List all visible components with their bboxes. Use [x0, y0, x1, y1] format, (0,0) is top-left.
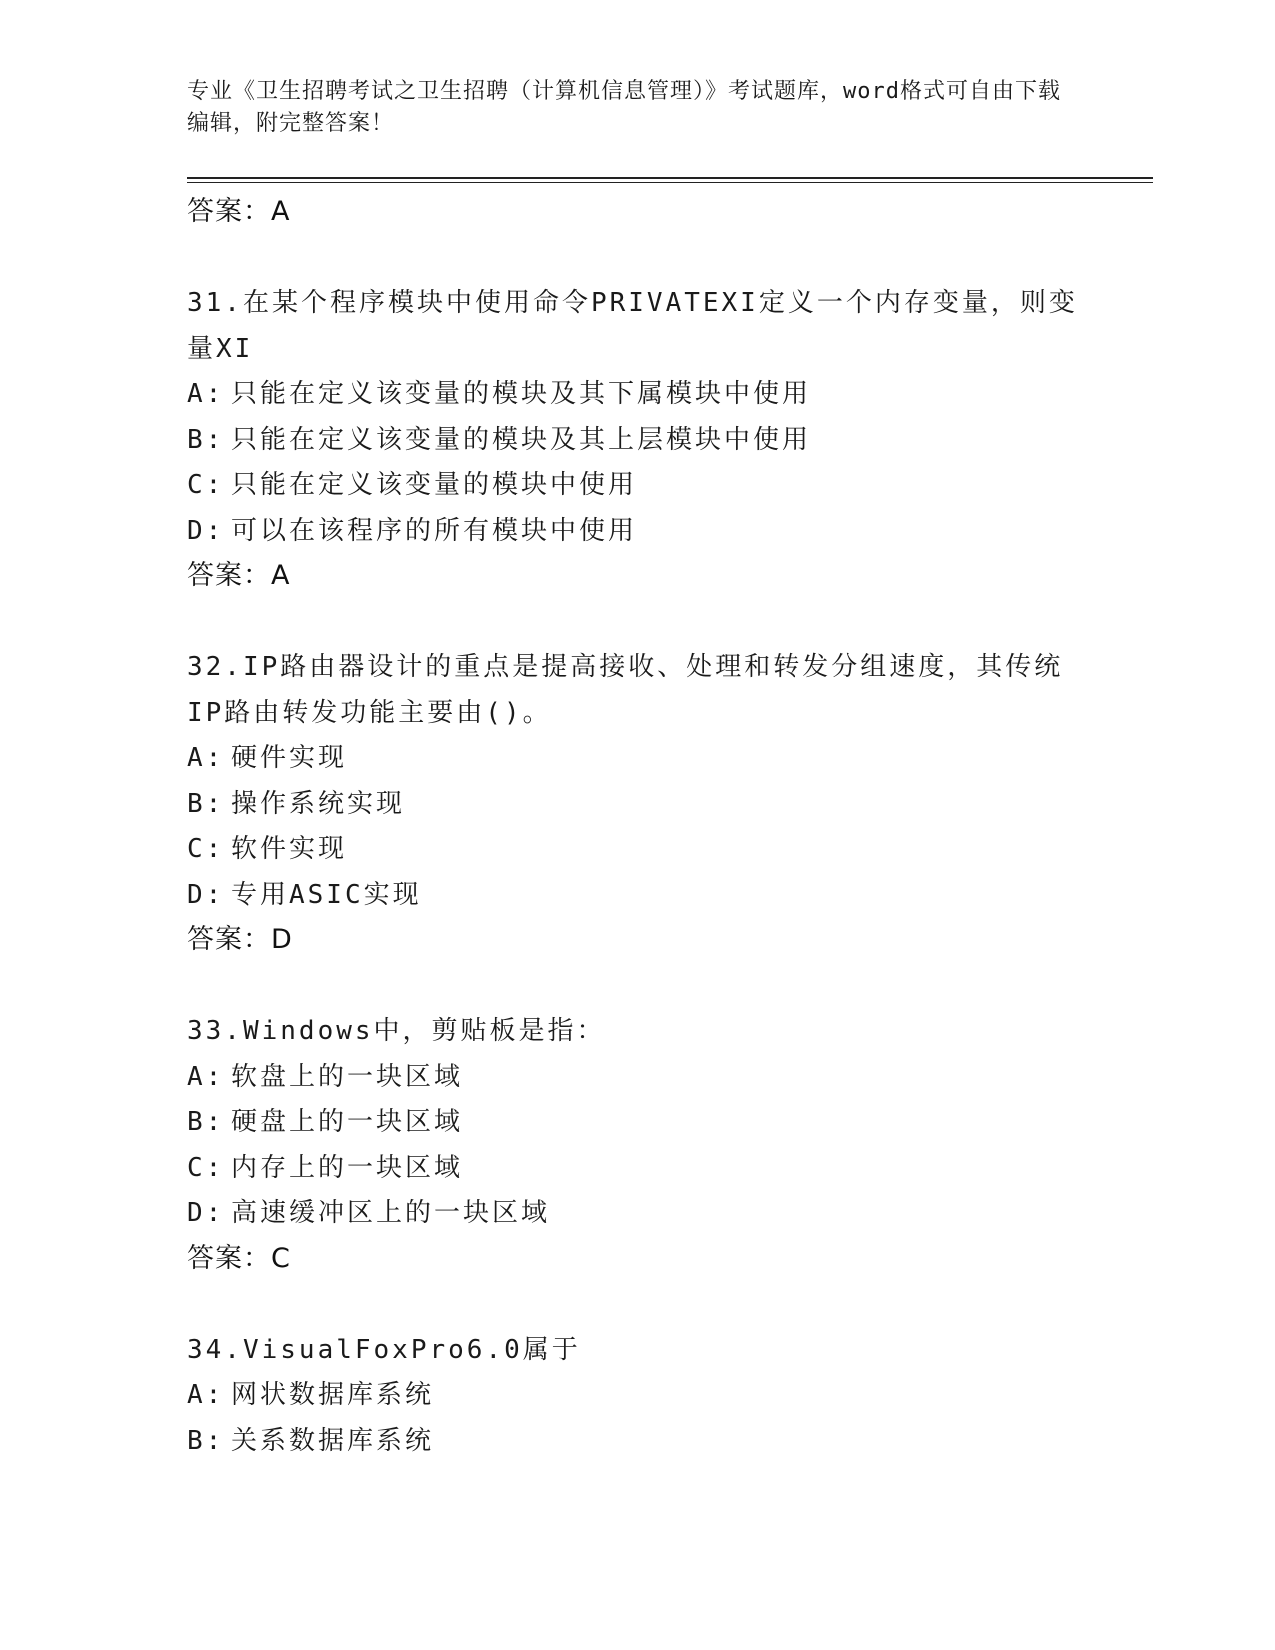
option-letter: A: [187, 1380, 225, 1410]
question-stem: 32.IP路由器设计的重点是提高接收、处理和转发分组速度，其传统IP路由转发功能主要由()。 [187, 652, 1064, 728]
option-letter: B: [187, 424, 225, 455]
option-letter: A: [187, 743, 225, 773]
option-letter: A: [187, 1061, 225, 1092]
option-letter: D: [187, 1198, 225, 1228]
header-divider-thin [187, 182, 1153, 183]
option-d [187, 873, 1087, 919]
option-text: 硬件实现 [231, 743, 348, 773]
previous-answer: 答案：A [187, 196, 291, 227]
option-d [187, 1191, 1087, 1237]
option-a [187, 736, 1087, 782]
option-text: 专用ASIC实现 [231, 879, 422, 910]
question-stem: 34.VisualFoxPro6.0属于 [187, 1334, 581, 1365]
option-text: 软件实现 [231, 834, 348, 864]
option-a [187, 372, 1087, 418]
option-text: 软盘上的一块区域 [231, 1061, 464, 1092]
option-b [187, 418, 1087, 464]
option-text: 只能在定义该变量的模块及其下属模块中使用 [231, 379, 812, 409]
document-header: 专业《卫生招聘考试之卫生招聘（计算机信息管理）》考试题库，word格式可自由下载编辑，附完整答案！ [187, 79, 1061, 136]
question-34 [187, 1328, 1087, 1465]
question-32 [187, 645, 1087, 962]
option-text: 高速缓冲区上的一块区域 [231, 1198, 551, 1228]
option-letter: C: [187, 834, 225, 864]
option-letter: A: [187, 379, 225, 409]
option-letter: D: [187, 879, 225, 910]
option-c [187, 463, 1087, 509]
option-text: 操作系统实现 [231, 788, 406, 819]
answer-33: 答案：C [187, 1242, 291, 1274]
option-text: 关系数据库系统 [231, 1425, 435, 1456]
option-text: 硬盘上的一块区域 [231, 1107, 464, 1137]
header-divider-thick [187, 177, 1153, 179]
option-letter: C: [187, 470, 225, 500]
question-list [187, 190, 1087, 1464]
option-c [187, 1146, 1087, 1192]
question-33 [187, 1009, 1087, 1281]
option-b [187, 782, 1087, 828]
option-letter: B: [187, 788, 225, 819]
option-b [187, 1419, 1087, 1465]
option-letter: D: [187, 515, 225, 546]
option-d [187, 509, 1087, 555]
option-text: 只能在定义该变量的模块中使用 [231, 470, 638, 500]
option-text: 只能在定义该变量的模块及其上层模块中使用 [231, 424, 812, 455]
option-text: 网状数据库系统 [231, 1380, 435, 1410]
option-text: 可以在该程序的所有模块中使用 [231, 515, 638, 546]
option-a [187, 1055, 1087, 1101]
option-text: 内存上的一块区域 [231, 1152, 464, 1183]
answer-32: 答案：D [187, 924, 293, 955]
question-stem: 31.在某个程序模块中使用命令PRIVATEXI定义一个内存变量，则变量XI [187, 288, 1078, 364]
option-a [187, 1373, 1087, 1419]
option-c [187, 827, 1087, 873]
option-b [187, 1100, 1087, 1146]
question-31 [187, 281, 1087, 598]
question-stem: 33.Windows中，剪贴板是指： [187, 1016, 606, 1046]
answer-31: 答案：A [187, 560, 291, 591]
option-letter: B: [187, 1107, 225, 1137]
option-letter: B: [187, 1425, 225, 1456]
option-letter: C: [187, 1152, 225, 1183]
